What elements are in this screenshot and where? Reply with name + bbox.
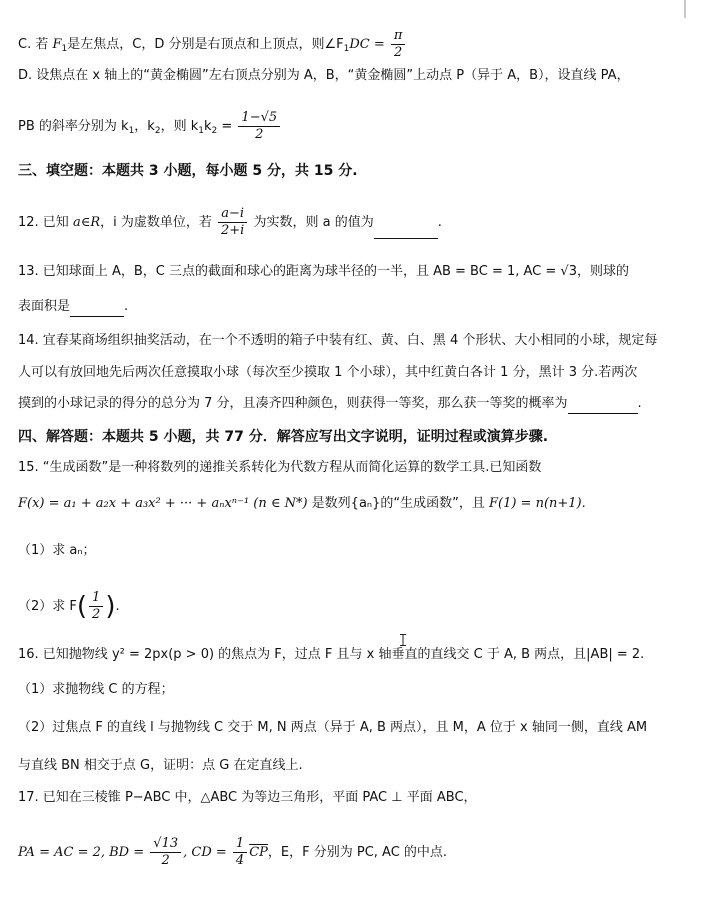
question-13-line1: 13. 已知球面上 A，B，C 三点的截面和球心的距离为球半径的一半，且 AB = BC = 1, AC = √3，则球的 <box>18 264 629 279</box>
golden-ratio-fraction: $\frac{1-√5}{2}$ <box>238 110 280 143</box>
option-c: C. 若 $F_1$是左焦点，C，D 分别是右顶点和上顶点，则$\angle F_1DC$ = $\frac{\pi}{2}$ <box>18 28 706 61</box>
question-15-line2: F(x) = a₁ + a₂x + a₃x² + ··· + aₙxⁿ⁻¹ (n ∈ N*) 是数列{aₙ}的“生成函数”，且 F(1) = n(n+1). <box>18 496 586 511</box>
f1-symbol: F <box>52 37 62 52</box>
question-13-line2: 表面积是 . <box>18 297 706 317</box>
question-17-line2: PA = AC = 2, BD = $\frac{√13}{2}$ , CD = $\frac{1}{4}$ $\overline{CP}$，E，F 分别为 PC, AC 的中点. <box>18 836 448 868</box>
question-16-part2-cont: 与直线 BN 相交于点 G，证明：点 G 在定直线上. <box>18 758 303 773</box>
answer-blank-14[interactable] <box>568 399 638 414</box>
question-16-part1: （1）求抛物线 C 的方程； <box>18 682 174 697</box>
generating-function-formula: F(x) = a₁ + a₂x + a₃x² + ··· + aₙxⁿ⁻¹ (n ∈ N*) <box>18 496 308 511</box>
text-cursor-icon <box>400 634 406 646</box>
question-15-part1: （1）求 aₙ； <box>18 543 96 558</box>
question-17-line1: 17. 已知在三棱锥 P−ABC 中，△ABC 为等边三角形，平面 PAC ⊥ 平面 ABC， <box>18 790 477 805</box>
question-12: 12. 已知 a∈R，i 为虚数单位，若 $\frac{a-i}{2+i}$ 为实数，则 a 的值为 . <box>18 206 442 238</box>
section-3-heading: 三、填空题：本题共 3 小题，每小题 5 分，共 15 分. <box>18 163 358 179</box>
option-c-text2: 是左焦点，C，D 分别是右顶点和上顶点，则∠F <box>67 37 344 52</box>
angle-expr: DC = <box>349 37 385 52</box>
question-16-part2: （2）过焦点 F 的直线 l 与抛物线 C 交于 M, N 两点（异于 A, B 两点），且 M，A 位于 x 轴同一侧，直线 AM <box>18 720 648 735</box>
question-14-line2: 人可以有放回地先后两次任意摸取小球（每次至少摸取 1 个小球），其中红黄白各计 1 分，黑计 3 分.若两次 <box>18 365 638 380</box>
option-c-text: C. 若 <box>18 37 49 52</box>
section-4-heading: 四、解答题：本题共 5 小题，共 77 分．解答应写出文字说明，证明过程或演算步骤. <box>18 429 549 445</box>
q12-fraction: $\frac{a-i}{2+i}$ <box>218 206 247 239</box>
answer-blank-13[interactable] <box>70 302 124 317</box>
question-14-line1: 14. 宜春某商场组织抽奖活动，在一个不透明的箱子中装有红、黄、白、黑 4 个形状、大小相同的小球，规定每 <box>18 333 658 348</box>
question-15-part2: （2）求 F( $\frac{1}{2}$ ). <box>18 590 120 622</box>
page-corner-mark <box>684 0 686 18</box>
vector-cp: $\overline{CP}$ <box>249 845 268 860</box>
option-d-line2: PB 的斜率分别为 $k_1$，$k_2$，则 $k_1k_2$ = $\frac{1-√5}{2}$ <box>18 110 706 143</box>
answer-blank-12[interactable] <box>374 224 438 239</box>
option-d-line1: D. 设焦点在 x 轴上的“黄金椭圆”左右顶点分别为 A，B，“黄金椭圆”上动点 P（异于 A，B），设直线 PA， <box>18 68 630 83</box>
pi-over-2: $\frac{\pi}{2}$ <box>391 28 406 61</box>
question-16-line1: 16. 已知抛物线 y² = 2px(p > 0) 的焦点为 F，过点 F 且与 x 轴垂直的直线交 C 于 A, B 两点，且|AB| = 2. <box>18 647 645 662</box>
question-14-line3: 摸到的小球记录的得分的总分为 7 分，且凑齐四种颜色，则获得一等奖，那么获一等奖的概率为 . <box>18 394 706 414</box>
question-15-line1: 15. “生成函数”是一种将数列的递推关系转化为代数方程从而简化运算的数学工具.已知函数 <box>18 460 542 475</box>
